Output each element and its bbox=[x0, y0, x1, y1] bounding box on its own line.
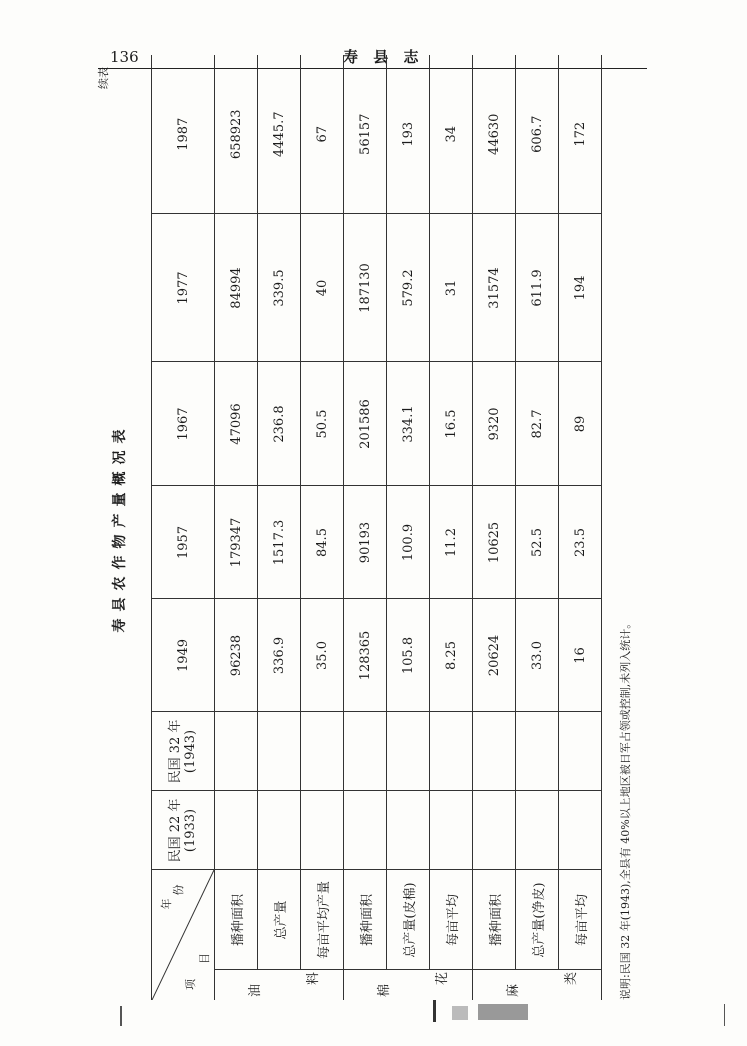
year-header-text: 1977 bbox=[175, 271, 191, 305]
year-header bbox=[152, 712, 215, 791]
metric-cell: 每亩平均 bbox=[559, 870, 602, 970]
year-header-text: 1967 bbox=[175, 407, 191, 441]
metric-cell: 播种面积 bbox=[344, 870, 387, 970]
value-cell: 89 bbox=[559, 362, 602, 486]
value-cell: 193 bbox=[387, 55, 430, 214]
continuation-label: 续表 bbox=[97, 67, 110, 89]
value-cell: 16.5 bbox=[430, 362, 473, 486]
value-cell: 96238 bbox=[215, 599, 258, 712]
value-cell: 56157 bbox=[344, 55, 387, 214]
value-cell bbox=[344, 712, 387, 791]
table-row bbox=[559, 55, 602, 1000]
category-char: 油 bbox=[248, 983, 263, 997]
value-cell: 10625 bbox=[473, 486, 516, 599]
table-row bbox=[344, 55, 387, 1000]
metric-cell: 总产量(皮棉) bbox=[387, 870, 430, 970]
category-cell bbox=[344, 970, 473, 1000]
value-cell: 50.5 bbox=[301, 362, 344, 486]
value-cell: 84.5 bbox=[301, 486, 344, 599]
value-cell: 47096 bbox=[215, 362, 258, 486]
value-cell: 44630 bbox=[473, 55, 516, 214]
metric-cell: 每亩平均产量 bbox=[301, 870, 344, 970]
table-row bbox=[387, 55, 430, 1000]
value-cell: 187130 bbox=[344, 214, 387, 362]
value-cell bbox=[473, 791, 516, 870]
metric-cell: 播种面积 bbox=[215, 870, 258, 970]
year-header-text: 1987 bbox=[175, 117, 191, 151]
corner-label-period: 份 bbox=[172, 884, 185, 896]
year-header-text: 1949 bbox=[175, 638, 191, 673]
value-cell bbox=[430, 791, 473, 870]
crop-production-table bbox=[151, 55, 602, 1000]
table-row bbox=[516, 55, 559, 1000]
header-row bbox=[152, 55, 215, 1000]
value-cell bbox=[516, 712, 559, 791]
corner-header bbox=[152, 870, 215, 1000]
value-cell: 606.7 bbox=[516, 55, 559, 214]
value-cell: 34 bbox=[430, 55, 473, 214]
year-header-text: 民国 22 年 bbox=[168, 798, 183, 863]
year-header-text: (1943) bbox=[183, 729, 198, 774]
value-cell: 201586 bbox=[344, 362, 387, 486]
value-cell: 8.25 bbox=[430, 599, 473, 712]
table-row bbox=[430, 55, 473, 1000]
value-cell: 84994 bbox=[215, 214, 258, 362]
value-cell bbox=[215, 791, 258, 870]
year-header-text: (1933) bbox=[183, 808, 198, 853]
category-cell bbox=[473, 970, 602, 1000]
scan-mark bbox=[433, 1000, 436, 1022]
category-char: 料 bbox=[306, 971, 321, 985]
table-row bbox=[473, 55, 516, 1000]
value-cell: 105.8 bbox=[387, 599, 430, 712]
year-header bbox=[152, 486, 215, 599]
year-header bbox=[152, 55, 215, 214]
value-cell bbox=[559, 712, 602, 791]
value-cell: 611.9 bbox=[516, 214, 559, 362]
year-header bbox=[152, 214, 215, 362]
value-cell: 23.5 bbox=[559, 486, 602, 599]
scan-mark bbox=[120, 1006, 122, 1026]
value-cell: 33.0 bbox=[516, 599, 559, 712]
table-row bbox=[258, 55, 301, 1000]
scan-mark bbox=[724, 1004, 725, 1026]
value-cell bbox=[387, 791, 430, 870]
value-cell: 1517.3 bbox=[258, 486, 301, 599]
value-cell: 35.0 bbox=[301, 599, 344, 712]
value-cell bbox=[559, 791, 602, 870]
value-cell: 334.1 bbox=[387, 362, 430, 486]
scan-mark bbox=[452, 1006, 468, 1020]
rotated-table-block bbox=[93, 55, 653, 1000]
corner-label-year: 年 bbox=[160, 898, 173, 910]
value-cell: 31 bbox=[430, 214, 473, 362]
value-cell: 4445.7 bbox=[258, 55, 301, 214]
value-cell bbox=[258, 791, 301, 870]
year-header-text: 民国 32 年 bbox=[168, 719, 183, 784]
category-char: 麻 bbox=[506, 983, 521, 997]
value-cell: 236.8 bbox=[258, 362, 301, 486]
metric-cell: 每亩平均 bbox=[430, 870, 473, 970]
value-cell: 172 bbox=[559, 55, 602, 214]
value-cell: 100.9 bbox=[387, 486, 430, 599]
value-cell: 82.7 bbox=[516, 362, 559, 486]
value-cell bbox=[387, 712, 430, 791]
value-cell bbox=[258, 712, 301, 791]
category-char: 棉 bbox=[377, 983, 392, 997]
value-cell bbox=[516, 791, 559, 870]
category-char: 花 bbox=[435, 971, 450, 985]
value-cell bbox=[301, 791, 344, 870]
metric-cell: 总产量(净皮) bbox=[516, 870, 559, 970]
table-note: 说明:民国 32 年(1943),全县有 40%以上地区被日军占领或控制,未列入统计。 bbox=[619, 617, 632, 1000]
metric-cell: 总产量 bbox=[258, 870, 301, 970]
category-char: 类 bbox=[564, 971, 579, 985]
value-cell: 40 bbox=[301, 214, 344, 362]
year-header bbox=[152, 599, 215, 712]
table-row bbox=[301, 55, 344, 1000]
value-cell bbox=[301, 712, 344, 791]
value-cell bbox=[430, 712, 473, 791]
year-header bbox=[152, 362, 215, 486]
value-cell: 336.9 bbox=[258, 599, 301, 712]
value-cell bbox=[473, 712, 516, 791]
value-cell: 128365 bbox=[344, 599, 387, 712]
value-cell bbox=[215, 712, 258, 791]
value-cell: 31574 bbox=[473, 214, 516, 362]
value-cell: 9320 bbox=[473, 362, 516, 486]
value-cell: 194 bbox=[559, 214, 602, 362]
value-cell: 658923 bbox=[215, 55, 258, 214]
value-cell: 67 bbox=[301, 55, 344, 214]
corner-label-category: 目 bbox=[198, 953, 211, 964]
page-number: 136 bbox=[110, 48, 139, 66]
year-header bbox=[152, 791, 215, 870]
value-cell: 16 bbox=[559, 599, 602, 712]
value-cell: 90193 bbox=[344, 486, 387, 599]
category-cell bbox=[215, 970, 344, 1000]
metric-cell: 播种面积 bbox=[473, 870, 516, 970]
value-cell: 11.2 bbox=[430, 486, 473, 599]
value-cell: 339.5 bbox=[258, 214, 301, 362]
value-cell bbox=[344, 791, 387, 870]
year-header-text: 1957 bbox=[175, 525, 191, 560]
scan-mark bbox=[478, 1004, 528, 1020]
table-row bbox=[215, 55, 258, 1000]
running-header: 寿 县 志 bbox=[343, 48, 424, 66]
table-title: 寿县农作物产量概况表 bbox=[112, 422, 128, 633]
value-cell: 579.2 bbox=[387, 214, 430, 362]
value-cell: 179347 bbox=[215, 486, 258, 599]
value-cell: 20624 bbox=[473, 599, 516, 712]
corner-label-item: 项 bbox=[184, 979, 197, 990]
value-cell: 52.5 bbox=[516, 486, 559, 599]
